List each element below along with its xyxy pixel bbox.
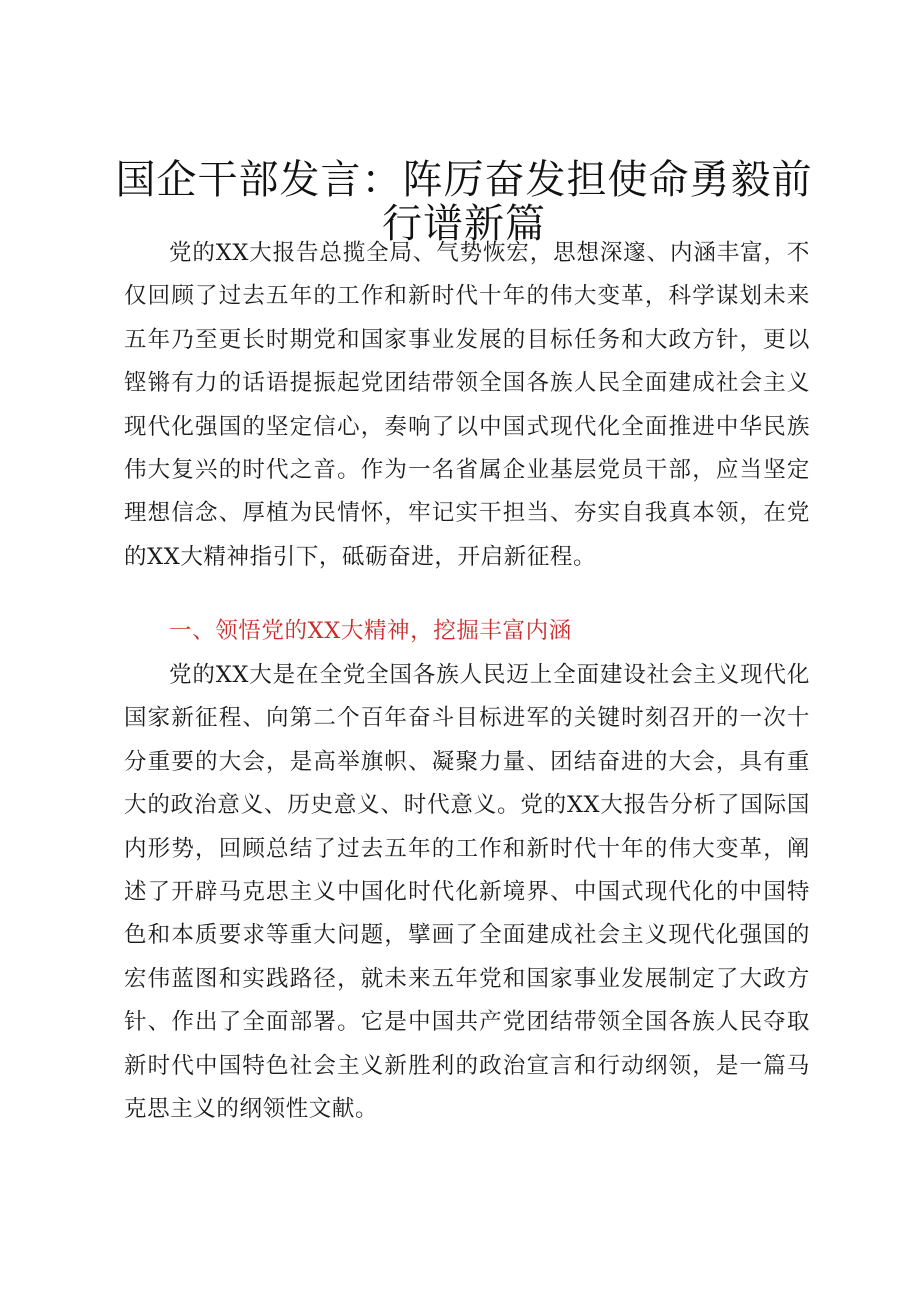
section-heading: 一、领悟党的XX大精神，挖掘丰富内涵 [169, 618, 572, 644]
paragraph-intro: 党的XX大报告总揽全局、气势恢宏，思想深邃、内涵丰富，不仅回顾了过去五年的工作和新时代十年的伟大变革，科学谋划未来五年乃至更长时期党和国家事业发展的目标任务和大政方针，更以铿锵有力的话语提振起党团结带领全国各族人民全面建成社会主义现代化强国的坚定信心，奏响了以中国式现代化全面推进中华民族伟大复兴的时代之音。作为一名省属企业基层党员干部，应当坚定理想信念、厚植为民情怀，牢记实干担当、夯实自我真本领，在党的XX大精神指引下，砥砺奋进，开启新征程。 [124, 240, 810, 570]
document-title: 国企干部发言：阵厉奋发担使命勇毅前行谱新篇 [115, 157, 813, 247]
paragraph-section-one: 党的XX大是在全党全国各族人民迈上全面建设社会主义现代化国家新征程、向第二个百年奋斗目标进军的关键时刻召开的一次十分重要的大会，是高举旗帜、凝聚力量、团结奋进的大会，具有重大的政治意义、历史意义、时代意义。党的XX大报告分析了国际国内形势，回顾总结了过去五年的工作和新时代十年的伟大变革，阐述了开辟马克思主义中国化时代化新境界、中国式现代化的中国特色和本质要求等重大问题，擘画了全面建成社会主义现代化强国的宏伟蓝图和实践路径，就未来五年党和国家事业发展制定了大政方针、作出了全面部署。它是中国共产党团结带领全国各族人民夺取新时代中国特色社会主义新胜利的政治宣言和行动纲领，是一篇马克思主义的纲领性文献。 [124, 662, 810, 1123]
